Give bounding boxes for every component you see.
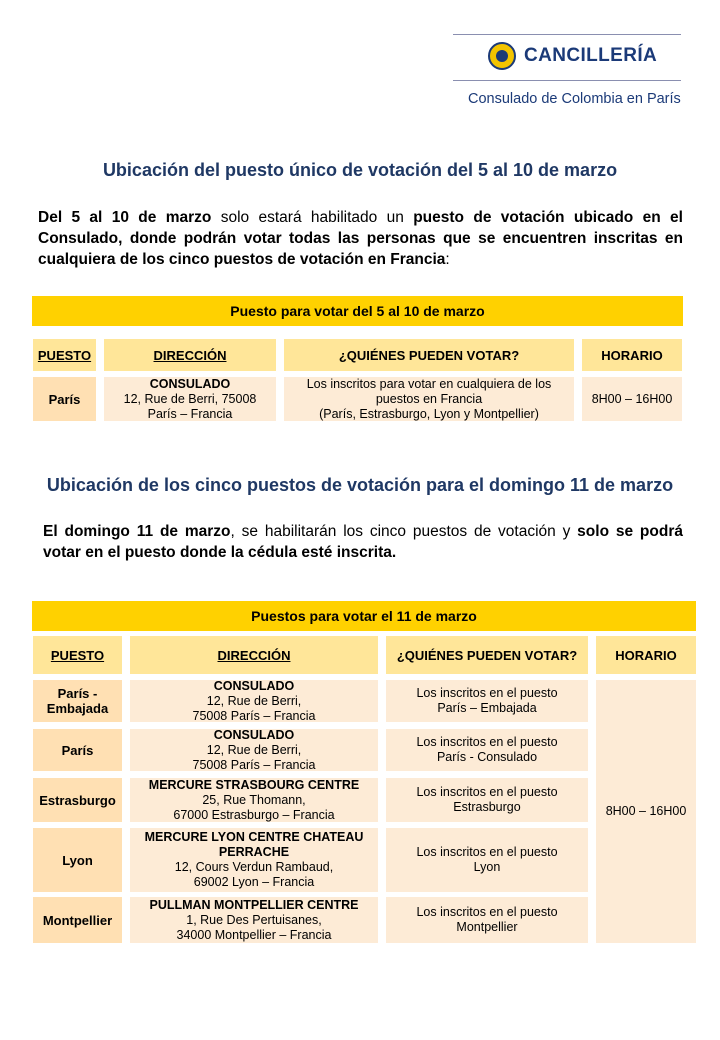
table1-header-quienes: ¿QUIÉNES PUEDEN VOTAR? [284,339,574,371]
logo-top-rule [453,34,681,35]
table1-row-horario: 8H00 – 16H00 [582,377,682,421]
table1-row-direccion: CONSULADO 12, Rue de Berri, 75008 París – Francia [104,377,276,421]
table1-banner: Puesto para votar del 5 al 10 de marzo [32,296,683,326]
table2-banner: Puestos para votar el 11 de marzo [32,601,696,631]
table2-row2-puesto: París [33,729,122,771]
table2-row2-quienes: Los inscritos en el puesto París - Consulado [386,729,588,771]
table2-horario-merged: 8H00 – 16H00 [596,680,696,943]
table2-row2-direccion: CONSULADO 12, Rue de Berri, 75008 París – Francia [130,729,378,771]
table2-header-quienes: ¿QUIÉNES PUEDEN VOTAR? [386,636,588,674]
logo-subtitle: Consulado de Colombia en París [468,91,681,107]
table2-row5-quienes: Los inscritos en el puesto Montpellier [386,897,588,943]
table1-header-puesto: PUESTO [33,339,96,371]
table2-row5-direccion: PULLMAN MONTPELLIER CENTRE 1, Rue Des Pertuisanes, 34000 Montpellier – Francia [130,897,378,943]
colombia-seal-icon [488,42,516,70]
table2-row3-quienes: Los inscritos en el puesto Estrasburgo [386,778,588,822]
logo-bottom-rule [453,80,681,81]
section2-heading: Ubicación de los cinco puestos de votación para el domingo 11 de marzo [46,475,674,495]
table2-row3-direccion: MERCURE STRASBOURG CENTRE 25, Rue Thomann, 67000 Estrasburgo – Francia [130,778,378,822]
table2-row4-direccion: MERCURE LYON CENTRE CHATEAU PERRACHE 12, Cours Verdun Rambaud, 69002 Lyon – Francia [130,828,378,892]
table2-header-horario: HORARIO [596,636,696,674]
table2-row1-direccion: CONSULADO 12, Rue de Berri, 75008 París – Francia [130,680,378,722]
logo-title: CANCILLERÍA [524,45,658,66]
table1-header-horario: HORARIO [582,339,682,371]
table2-row3-puesto: Estrasburgo [33,778,122,822]
table2-row4-puesto: Lyon [33,828,122,892]
section2-paragraph: El domingo 11 de marzo, se habilitarán los cinco puestos de votación y solo se podrá votar en el puesto donde la cédula esté inscrita. [43,523,683,561]
table2-row4-quienes: Los inscritos en el puesto Lyon [386,828,588,892]
table2-row1-puesto: París - Embajada [33,680,122,722]
table2-header-puesto: PUESTO [33,636,122,674]
table1-row-quienes: Los inscritos para votar en cualquiera de los puestos en Francia (París, Estrasburgo, Lyon y Montpellier) [284,377,574,421]
section1-heading: Ubicación del puesto único de votación del 5 al 10 de marzo [102,160,618,180]
table1-row-puesto: París [33,377,96,421]
table2-row5-puesto: Montpellier [33,897,122,943]
section1-paragraph: Del 5 al 10 de marzo solo estará habilitado un puesto de votación ubicado en el Consulado, donde podrán votar todas las personas que se encuentren inscritas en cualquiera de los cinco puestos de votación en Francia: [38,209,683,268]
table2-header-direccion: DIRECCIÓN [130,636,378,674]
table1-header-direccion: DIRECCIÓN [104,339,276,371]
table2-row1-quienes: Los inscritos en el puesto París – Embajada [386,680,588,722]
